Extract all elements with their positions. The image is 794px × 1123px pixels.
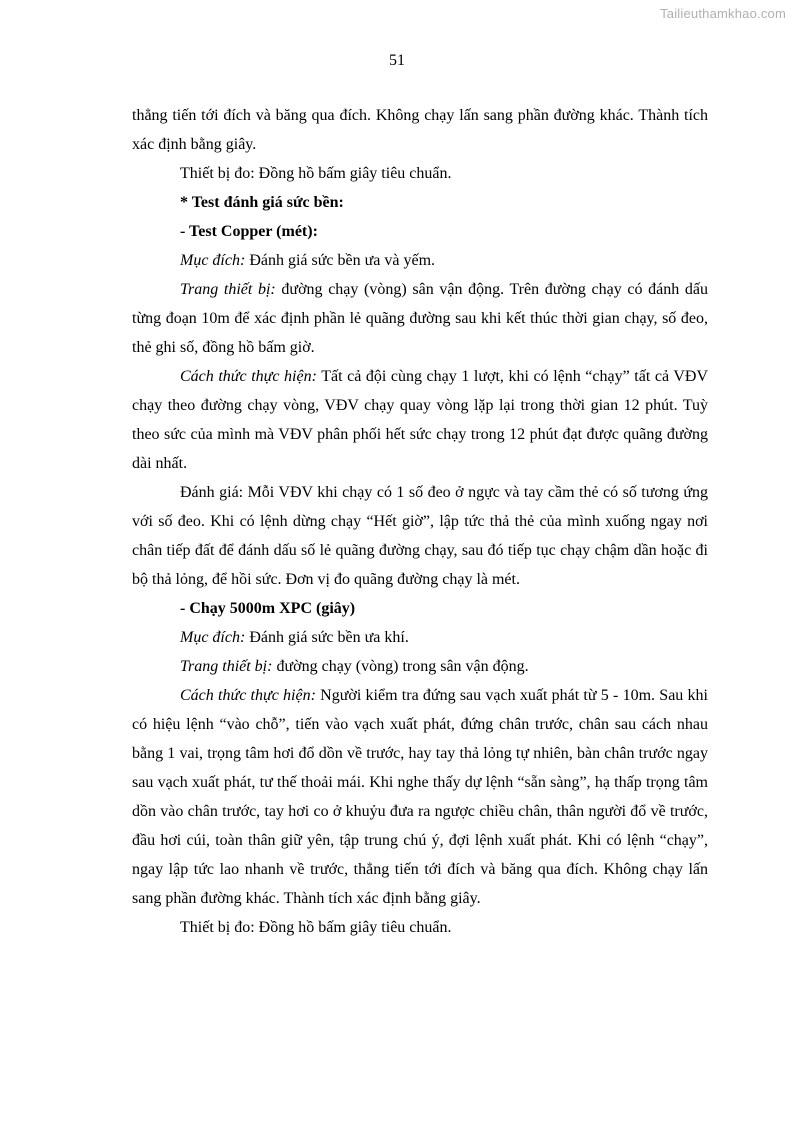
paragraph-facilities-2	[132, 652, 708, 681]
procedure-label: Cách thức thực hiện:	[180, 368, 317, 385]
procedure-label: Cách thức thực hiện:	[180, 687, 316, 704]
page-number: 51	[389, 52, 405, 69]
facilities-label: Trang thiết bị:	[180, 658, 273, 675]
purpose-text: Đánh giá sức bền ưa khí.	[245, 629, 409, 646]
subsection-heading-copper: - Test Copper (mét):	[180, 223, 318, 240]
paragraph-equipment-2: Thiết bị đo: Đồng hồ bấm giây tiêu chuẩn.	[180, 919, 452, 936]
section-heading-endurance: * Test đánh giá sức bền:	[180, 194, 344, 211]
paragraph-purpose-2	[132, 623, 708, 652]
paragraph-evaluation: Đánh giá: Mỗi VĐV khi chạy có 1 số đeo ở ngực và tay cầm thẻ có số tương ứng với số đeo. Khi có lệnh dừng chạy “Hết giờ”, lập tức thả thẻ của mình xuống ngay nơi chân tiếp đất để đánh dấu số lẻ quãng đường chạy, sau đó tiếp tục chạy chậm dần hoặc đi bộ thả lỏng, để hồi sức. Đơn vị đo quãng đường chạy là mét.	[132, 484, 708, 588]
facilities-text: đường chạy (vòng) sân vận động. Trên đường chạy có đánh dấu từng đoạn 10m để xác định phần lẻ quãng đường sau khi kết thúc thời gian chạy, số đeo, thẻ ghi số, đồng hồ bấm giờ.	[132, 281, 709, 356]
paragraph-continuation: thẳng tiến tới đích và băng qua đích. Không chạy lấn sang phần đường khác. Thành tích xác định bằng giây.	[132, 107, 708, 153]
paragraph-procedure-2	[132, 681, 708, 913]
purpose-text: Đánh giá sức bền ưa và yếm.	[245, 252, 436, 269]
procedure-text: Tất cả đội cùng chạy 1 lượt, khi có lệnh “chạy” tất cả VĐV chạy theo đường chạy vòng, VĐV chạy quay vòng lặp lại trong thời gian 12 phút. Tuỳ theo sức của mình mà VĐV phân phối hết sức chạy trong 12 phút đạt được quãng đường dài nhất.	[132, 368, 709, 472]
paragraph-facilities-1	[132, 275, 708, 362]
procedure-text: Người kiểm tra đứng sau vạch xuất phát từ 5 - 10m. Sau khi có hiệu lệnh “vào chỗ”, tiến vào vạch xuất phát, đứng chân trước, chân sau cách nhau bằng 1 vai, trọng tâm hơi đổ dồn về trước, hay tay thả lỏng tự nhiên, bàn chân trước ngay sau vạch xuất phát, tư thế thoải mái. Khi nghe thấy dự lệnh “sẵn sàng”, hạ thấp trọng tâm dồn vào chân trước, tay hơi co ở khuỷu đưa ra ngược chiều chân, thân người đổ về trước, đầu hơi cúi, toàn thân giữ yên, tập trung chú ý, đợi lệnh xuất phát. Khi có lệnh “chạy”, ngay lập tức lao nhanh về trước, thẳng tiến tới đích và băng qua đích. Không chạy lấn sang phần đường khác. Thành tích xác định bằng giây.	[132, 687, 708, 907]
paragraph-procedure-1	[132, 362, 708, 478]
subsection-heading-5000m: - Chạy 5000m XPC (giây)	[180, 600, 356, 617]
paragraph-purpose-1	[132, 246, 708, 275]
purpose-label: Mục đích:	[180, 252, 246, 269]
document-body	[132, 101, 708, 942]
facilities-label: Trang thiết bị:	[180, 281, 276, 298]
paragraph-equipment-1: Thiết bị đo: Đồng hồ bấm giây tiêu chuẩn.	[180, 165, 452, 182]
purpose-label: Mục đích:	[180, 629, 246, 646]
facilities-text: đường chạy (vòng) trong sân vận động.	[272, 658, 529, 675]
watermark-text: Tailieuthamkhao.com	[660, 6, 786, 21]
